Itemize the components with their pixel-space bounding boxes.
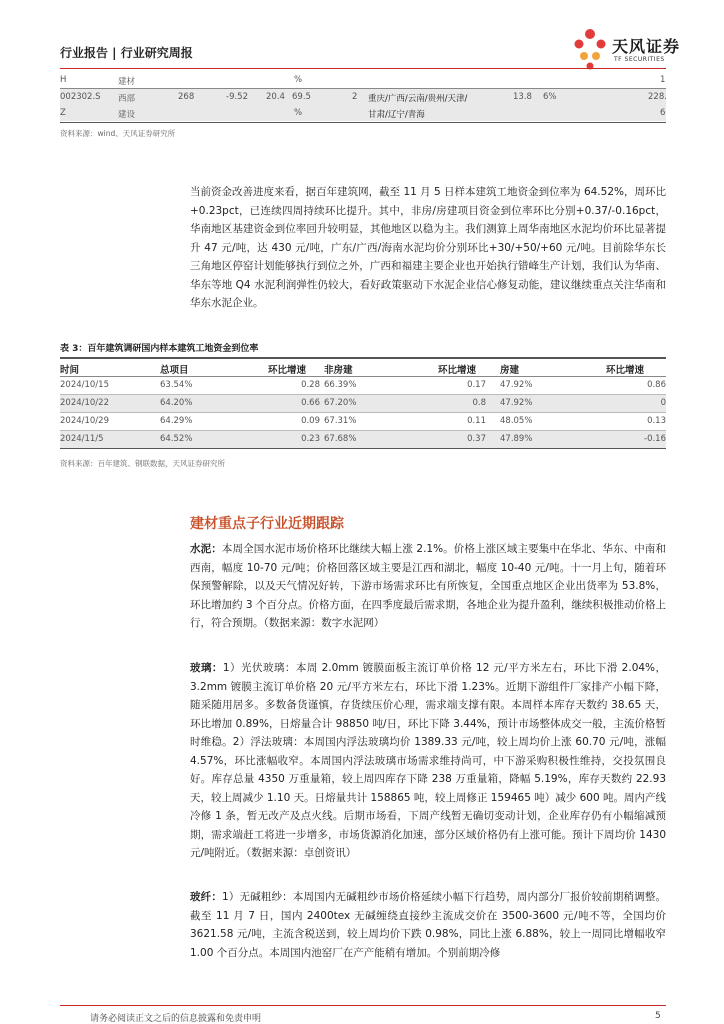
table-cell: 0.8 bbox=[472, 398, 486, 408]
table-caption: 表 3：百年建筑调研国内样本建筑工地资金到位率 bbox=[60, 344, 259, 354]
table-header-cell: 环比增速 bbox=[268, 365, 307, 376]
table-cell: -9.52 bbox=[226, 92, 248, 102]
table-cell: 0.09 bbox=[301, 416, 320, 426]
table-cell: 67.31% bbox=[324, 416, 357, 426]
table-header-cell: 时间 bbox=[60, 365, 80, 376]
section-title: 建材重点子行业近期跟踪 bbox=[190, 516, 344, 532]
table-cell: 2024/10/22 bbox=[60, 398, 109, 408]
table-row bbox=[60, 89, 666, 105]
table-cell: 0.23 bbox=[301, 434, 320, 444]
header-divider bbox=[60, 68, 666, 69]
table-cell: 20.4 bbox=[266, 92, 285, 102]
table-cell: 0.86 bbox=[647, 380, 666, 390]
table-header-cell: 环比增速 bbox=[438, 365, 477, 376]
report-header-title: 行业报告 | 行业研究周报 bbox=[60, 46, 193, 60]
table-cell: 0.37 bbox=[467, 434, 486, 444]
paragraph-label: 水泥： bbox=[190, 543, 222, 555]
table-cell: 建材 bbox=[118, 77, 136, 87]
footer-divider bbox=[60, 1005, 666, 1006]
table-cell: 268 bbox=[178, 92, 195, 102]
table-cell: % bbox=[294, 75, 303, 85]
table-row bbox=[60, 413, 666, 430]
table-header-cell: 环比增速 bbox=[606, 365, 645, 376]
logo-mark-icon bbox=[570, 26, 610, 70]
table-cell: 69.5 bbox=[292, 92, 311, 102]
table-header-cell: 非房建 bbox=[324, 365, 353, 376]
table-cell: 2024/10/15 bbox=[60, 380, 109, 390]
logo-subtext: TF SECURITIES bbox=[614, 56, 665, 63]
table-row bbox=[60, 72, 666, 88]
table-cell: 0.28 bbox=[301, 380, 320, 390]
table-cell: 67.20% bbox=[324, 398, 357, 408]
table-cell: 002302.S bbox=[60, 92, 101, 102]
paragraph-cement bbox=[190, 540, 666, 633]
table-cell: H bbox=[60, 75, 67, 85]
table-cell: 0.13 bbox=[647, 416, 666, 426]
table-cell: 47.89% bbox=[500, 434, 533, 444]
source-note: 资料来源：wind、天风证券研究所 bbox=[60, 129, 176, 138]
table-cell: 64.20% bbox=[160, 398, 193, 408]
table-cell: 建设 bbox=[118, 110, 136, 120]
table-cell: 0.17 bbox=[467, 380, 486, 390]
table-cell: 6 bbox=[660, 108, 666, 118]
table-row bbox=[60, 105, 666, 121]
table-row bbox=[60, 431, 666, 448]
table-cell: 66.39% bbox=[324, 380, 357, 390]
table-header-cell: 房建 bbox=[500, 365, 520, 376]
table-cell: 1 bbox=[660, 75, 666, 85]
logo-text: 天风证券 bbox=[612, 37, 681, 56]
page-number: 5 bbox=[655, 1011, 661, 1021]
table-cell: 63.54% bbox=[160, 380, 193, 390]
paragraph-label: 玻璃： bbox=[190, 662, 223, 674]
table-cell: 13.8 bbox=[513, 92, 532, 102]
table-cell: 2024/10/29 bbox=[60, 416, 109, 426]
footer-disclaimer: 请务必阅读正文之后的信息披露和免责申明 bbox=[90, 1014, 262, 1024]
paragraph-label: 玻纤： bbox=[190, 891, 222, 903]
table-divider bbox=[60, 448, 666, 449]
paragraph-capital-progress: 当前资金改善进度来看，据百年建筑网，截至 11 月 5 日样本建筑工地资金到位率为 64.52%，周环比+0.23pct，已连续四周持续环比提升。其中，非房/房建项目资金到位率环比分别+0.37/-0.16pct，华南地区基建资金到位率回升较明显，其他地区以稳为主。我们测算上周华南地区水泥均价环比显著提升 47 元/吨，达 430 元/吨，广东/广西/海南水泥均价分别环比+30/+50/+60 元/吨。目前除华东长三角地区停窑计划能够执行到位之外，广西和福建主要企业也开始执行错峰生产计划，我们认为华南、华东等地 Q4 水泥利润弹性仍较大，看好政策驱动下水泥企业信心修复动能，建议继续重点关注华南和华东水泥企业。 bbox=[190, 186, 666, 309]
table-cell: 47.92% bbox=[500, 398, 533, 408]
table-cell: 0.11 bbox=[467, 416, 486, 426]
paragraph-glass bbox=[190, 659, 666, 863]
table-cell: 64.29% bbox=[160, 416, 193, 426]
table-divider bbox=[60, 122, 666, 123]
paragraph-body: 1）光伏玻璃：本周 2.0mm 镀膜面板主流订单价格 12 元/平方米左右，环比下滑 2.04%，3.2mm 镀膜主流订单价格 20 元/平方米左右，环比下滑 1.23%。近期下游组件厂家排产小幅下降，随采随用居多。多数备货谨慎，存货续压价心理，需求端支撑有限。本周样本库存天数约 38.65 天，环比增加 0.89%，日熔量合计 98850 吨/日，环比下降 3.44%，预计市场整体成交一般，主流价格暂时维稳。2）浮法玻璃：本周国内浮法玻璃均价 1389.33 元/吨，较上周均价上涨 60.70 元/吨，涨幅 4.57%，环比涨幅收窄。本周国内浮法玻璃市场需求维持尚可，中下游采购积极性维持，交投氛围良好。库存总量 4350 万重量箱，较上周四库存下降 238 万重量箱，降幅 5.19%，库存天数约 22.93 天，较上周减少 1.10 天。日熔量共计 158865 吨，较上周修正 159465 吨）减少 600 吨。周内产线冷修 1 条，暂无改产及点火线。后期市场看，下周产线暂无确切变动计划，企业库存仍有小幅缩减预期，需求端赶工将进一步增多，市场货源消化加速，部分区域价格仍有上涨可能。预计下周均价 1430 元/吨附近。（数据来源：卓创资讯） bbox=[190, 662, 666, 859]
table-row bbox=[60, 377, 666, 394]
table-header-cell: 总项目 bbox=[160, 365, 189, 376]
table-cell: 228. bbox=[648, 92, 667, 102]
table-cell: 2024/11/5 bbox=[60, 434, 104, 444]
table-header-row bbox=[60, 359, 666, 376]
paragraph-body: 1）无碱粗纱：本周国内无碱粗纱市场价格延续小幅下行趋势，周内部分厂报价较前期稍调整。截至 11 月 7 日，国内 2400tex 无碱缠绕直接纱主流成交价在 3500-3600 元/吨不等，全国均价 3621.58 元/吨，主流含税送到，较上周均价下跌 0.98%，同比上涨 6.88%，较上一周同比增幅收窄 1.00 个百分点。本周国内池窑厂在产产能稍有增加。个别前期冷修 bbox=[190, 891, 666, 959]
table-cell: 67.68% bbox=[324, 434, 357, 444]
table-cell: 西部 bbox=[118, 94, 136, 104]
source-note: 资料来源：百年建筑、钢联数据，天风证券研究所 bbox=[60, 459, 225, 468]
table-cell: 0.66 bbox=[301, 398, 320, 408]
paragraph-glass-fiber bbox=[190, 888, 666, 1000]
table-cell: 0 bbox=[660, 398, 666, 408]
table-cell: 48.05% bbox=[500, 416, 533, 426]
table-cell: 2 bbox=[352, 92, 358, 102]
table-cell: % bbox=[294, 108, 303, 118]
paragraph-body: 本周全国水泥市场价格环比继续大幅上涨 2.1%。价格上涨区域主要集中在华北、华东、中南和西南，幅度 10-70 元/吨；价格回落区域主要是江西和湖北，幅度 10-40 元/吨。十一月上旬，随着环保预警解除，以及天气情况好转，下游市场需求环比有所恢复，全国重点地区企业出货率为 53.8%，环比增加约 3 个百分点。价格方面，在四季度最后需求期，各地企业为提升盈利，继续积极推动价格上行，符合预期。（数据来源：数字水泥网） bbox=[190, 543, 667, 629]
table-cell: 47.92% bbox=[500, 380, 533, 390]
table-row bbox=[60, 395, 666, 412]
table-cell: 6% bbox=[543, 92, 557, 102]
table-cell: 64.52% bbox=[160, 434, 193, 444]
table-cell: 重庆/广西/云南/贵州/天津/ bbox=[368, 94, 468, 104]
table-cell: 甘肃/辽宁/青海 bbox=[368, 110, 425, 120]
table-cell: -0.16 bbox=[644, 434, 666, 444]
table-cell: Z bbox=[60, 108, 66, 118]
